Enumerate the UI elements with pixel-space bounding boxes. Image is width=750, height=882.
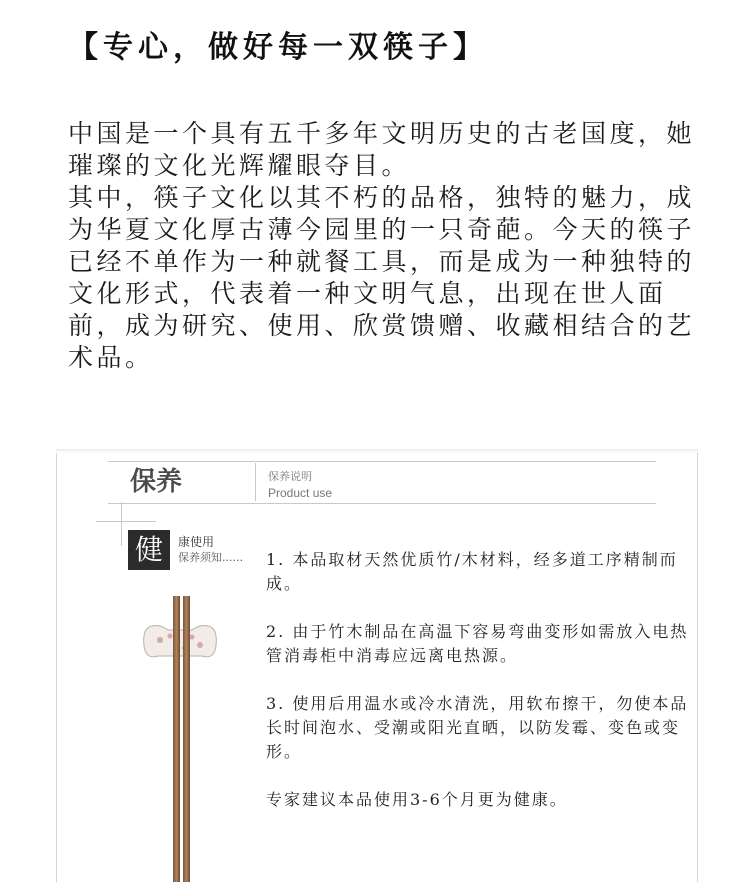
chopstick bbox=[183, 596, 190, 882]
health-badge: 健 bbox=[128, 530, 170, 570]
intro-paragraph: 其中，筷子文化以其不朽的品格，独特的魅力，成为华夏文化厚古薄今园里的一只奇葩。今天的筷子已经不单作为一种就餐工具，而是成为一种独特的文化形式，代表着一种文明气息，出现在世人面前，成为研究、使用、欣赏馈赠、收藏相结合的艺术品。 bbox=[68, 183, 696, 372]
care-subtitle-en: Product use bbox=[268, 486, 333, 500]
decorative-line bbox=[121, 502, 122, 546]
decorative-line bbox=[96, 521, 156, 522]
intro-paragraph: 中国是一个具有五千多年文明历史的古老国度，她璀璨的文化光辉耀眼夺目。 bbox=[68, 119, 696, 180]
health-badge-label: 康使用 bbox=[178, 535, 215, 549]
card-top-shadow bbox=[56, 449, 698, 453]
care-item: 3. 使用后用温水或冷水清洗，用软布擦干，勿使本品长时间泡水、受潮或阳光直晒，以防发霉、变色或变形。 bbox=[266, 694, 689, 761]
page-heading: 【专心，做好每一双筷子】 bbox=[68, 30, 488, 65]
care-item: 2. 由于竹木制品在高温下容易弯曲变形如需放入电热管消毒柜中消毒应远离电热源。 bbox=[266, 622, 689, 665]
care-item: 专家建议本品使用3-6个月更为健康。 bbox=[266, 790, 568, 809]
care-instructions bbox=[266, 548, 706, 836]
care-subtitle-cn: 保养说明 bbox=[268, 470, 312, 483]
chopstick bbox=[173, 596, 180, 882]
intro-text bbox=[68, 118, 708, 374]
chopsticks-illustration bbox=[140, 590, 220, 882]
care-item: 1. 本品取材天然优质竹/木材料，经多道工序精制而成。 bbox=[266, 550, 678, 593]
health-badge-sub: 保养须知...... bbox=[178, 551, 243, 564]
care-title: 保养 bbox=[108, 463, 256, 501]
